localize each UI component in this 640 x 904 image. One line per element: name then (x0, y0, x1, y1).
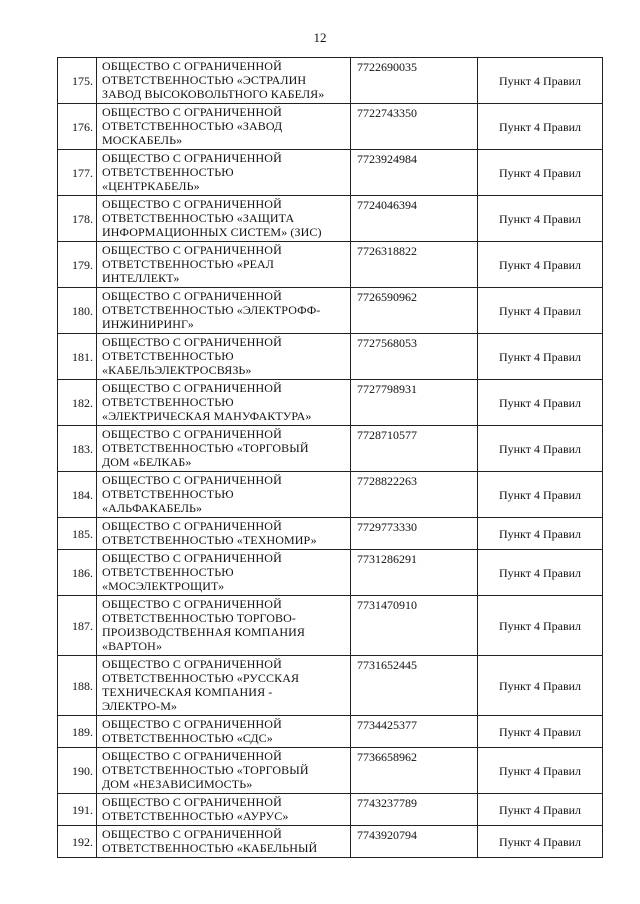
organization-name-line: «МОСЭЛЕКТРОЩИТ» (102, 579, 225, 593)
organization-name (97, 104, 351, 150)
inn-number: 7727798931 (351, 380, 478, 426)
legal-basis: Пункт 4 Правил (478, 748, 603, 794)
organization-name-line: ОТВЕТСТВЕННОСТЬЮ «СДС» (102, 731, 273, 745)
inn-number: 7731652445 (351, 656, 478, 716)
organization-name-line: ОБЩЕСТВО С ОГРАНИЧЕННОЙ (102, 197, 282, 211)
inn-number: 7728822263 (351, 472, 478, 518)
organization-name-line: ОТВЕТСТВЕННОСТЬЮ (102, 565, 234, 579)
organization-name-line: ИНТЕЛЛЕКТ» (102, 271, 180, 285)
table-row (58, 472, 603, 518)
legal-basis: Пункт 4 Правил (478, 716, 603, 748)
inn-number: 7728710577 (351, 426, 478, 472)
organization-name-line: ОБЩЕСТВО С ОГРАНИЧЕННОЙ (102, 657, 282, 671)
organization-name-line: ОТВЕТСТВЕННОСТЬЮ «ЗАЩИТА (102, 211, 295, 225)
organization-name-line: ОБЩЕСТВО С ОГРАНИЧЕННОЙ (102, 795, 282, 809)
table-row (58, 596, 603, 656)
table-row (58, 288, 603, 334)
organization-name-line: ОБЩЕСТВО С ОГРАНИЧЕННОЙ (102, 597, 282, 611)
organization-name-line: ОБЩЕСТВО С ОГРАНИЧЕННОЙ (102, 243, 282, 257)
row-number: 191. (58, 794, 97, 826)
inn-number: 7722743350 (351, 104, 478, 150)
organization-name-line: ОБЩЕСТВО С ОГРАНИЧЕННОЙ (102, 749, 282, 763)
inn-number: 7726318822 (351, 242, 478, 288)
row-number: 189. (58, 716, 97, 748)
table-row (58, 196, 603, 242)
organization-name-line: ОТВЕТСТВЕННОСТЬЮ «РЕАЛ (102, 257, 275, 271)
organization-name (97, 716, 351, 748)
organization-name-line: МОСКАБЕЛЬ» (102, 133, 183, 147)
inn-number: 7723924984 (351, 150, 478, 196)
legal-basis: Пункт 4 Правил (478, 288, 603, 334)
organization-name-line: «ЦЕНТРКАБЕЛЬ» (102, 179, 200, 193)
legal-basis: Пункт 4 Правил (478, 518, 603, 550)
organization-name (97, 334, 351, 380)
organization-name-line: «АЛЬФАКАБЕЛЬ» (102, 501, 203, 515)
table-row (58, 748, 603, 794)
legal-basis: Пункт 4 Правил (478, 826, 603, 858)
row-number: 192. (58, 826, 97, 858)
organization-name (97, 196, 351, 242)
organization-name-line: ОБЩЕСТВО С ОГРАНИЧЕННОЙ (102, 827, 282, 841)
table-row (58, 150, 603, 196)
row-number: 178. (58, 196, 97, 242)
row-number: 181. (58, 334, 97, 380)
legal-basis: Пункт 4 Правил (478, 596, 603, 656)
table-row (58, 518, 603, 550)
organization-name (97, 426, 351, 472)
row-number: 176. (58, 104, 97, 150)
table-row (58, 550, 603, 596)
table-row (58, 794, 603, 826)
organization-name-line: ЗАВОД ВЫСОКОВОЛЬТНОГО КАБЕЛЯ» (102, 87, 325, 101)
row-number: 177. (58, 150, 97, 196)
organization-name-line: ОБЩЕСТВО С ОГРАНИЧЕННОЙ (102, 381, 282, 395)
organization-name-line: ТЕХНИЧЕСКАЯ КОМПАНИЯ - (102, 685, 273, 699)
organization-name-line: ОТВЕТСТВЕННОСТЬЮ ТОРГОВО- (102, 611, 297, 625)
legal-basis: Пункт 4 Правил (478, 426, 603, 472)
organization-name (97, 58, 351, 104)
legal-basis: Пункт 4 Правил (478, 242, 603, 288)
organization-name-line: ОБЩЕСТВО С ОГРАНИЧЕННОЙ (102, 59, 282, 73)
organization-name-line: «ЭЛЕКТРИЧЕСКАЯ МАНУФАКТУРА» (102, 409, 312, 423)
table-row (58, 826, 603, 858)
organization-name (97, 472, 351, 518)
row-number: 185. (58, 518, 97, 550)
table-row (58, 656, 603, 716)
row-number: 180. (58, 288, 97, 334)
organization-name-line: ОТВЕТСТВЕННОСТЬЮ «ЭЛЕКТРОФФ- (102, 303, 321, 317)
table-row (58, 104, 603, 150)
inn-number: 7734425377 (351, 716, 478, 748)
organization-name-line: ОТВЕТСТВЕННОСТЬЮ «ЭСТРАЛИН (102, 73, 307, 87)
inn-number: 7731470910 (351, 596, 478, 656)
table-row (58, 334, 603, 380)
organization-name-line: ОТВЕТСТВЕННОСТЬЮ (102, 349, 234, 363)
row-number: 186. (58, 550, 97, 596)
organization-name-line: ИНФОРМАЦИОННЫХ СИСТЕМ» (ЗИС) (102, 225, 322, 239)
organization-name-line: ОБЩЕСТВО С ОГРАНИЧЕННОЙ (102, 335, 282, 349)
organization-name-line: ОТВЕТСТВЕННОСТЬЮ (102, 395, 234, 409)
organization-name (97, 150, 351, 196)
organization-name (97, 550, 351, 596)
legal-basis: Пункт 4 Правил (478, 380, 603, 426)
legal-basis: Пункт 4 Правил (478, 794, 603, 826)
inn-number: 7731286291 (351, 550, 478, 596)
table-row (58, 426, 603, 472)
organization-name-line: ОТВЕТСТВЕННОСТЬЮ «ТОРГОВЫЙ (102, 441, 309, 455)
organization-name (97, 518, 351, 550)
inn-number: 7727568053 (351, 334, 478, 380)
organization-name (97, 288, 351, 334)
row-number: 188. (58, 656, 97, 716)
organization-name-line: ОБЩЕСТВО С ОГРАНИЧЕННОЙ (102, 519, 282, 533)
legal-basis: Пункт 4 Правил (478, 472, 603, 518)
row-number: 190. (58, 748, 97, 794)
legal-basis: Пункт 4 Правил (478, 334, 603, 380)
organization-name-line: ОБЩЕСТВО С ОГРАНИЧЕННОЙ (102, 427, 282, 441)
row-number: 187. (58, 596, 97, 656)
organization-name-line: ОБЩЕСТВО С ОГРАНИЧЕННОЙ (102, 151, 282, 165)
registry-table (57, 57, 603, 858)
organization-name-line: ОТВЕТСТВЕННОСТЬЮ «КАБЕЛЬНЫЙ (102, 841, 318, 855)
organization-name-line: ДОМ «БЕЛКАБ» (102, 455, 192, 469)
organization-name-line: ОБЩЕСТВО С ОГРАНИЧЕННОЙ (102, 473, 282, 487)
organization-name-line: ДОМ «НЕЗАВИСИМОСТЬ» (102, 777, 253, 791)
legal-basis: Пункт 4 Правил (478, 656, 603, 716)
organization-name (97, 826, 351, 858)
row-number: 184. (58, 472, 97, 518)
table-row (58, 242, 603, 288)
organization-name-line: ПРОИЗВОДСТВЕННАЯ КОМПАНИЯ (102, 625, 305, 639)
table-row (58, 716, 603, 748)
organization-name-line: ОБЩЕСТВО С ОГРАНИЧЕННОЙ (102, 289, 282, 303)
legal-basis: Пункт 4 Правил (478, 150, 603, 196)
organization-name-line: ИНЖИНИРИНГ» (102, 317, 194, 331)
row-number: 179. (58, 242, 97, 288)
organization-name (97, 748, 351, 794)
organization-name-line: ОТВЕТСТВЕННОСТЬЮ (102, 165, 234, 179)
inn-number: 7743237789 (351, 794, 478, 826)
row-number: 183. (58, 426, 97, 472)
organization-name-line: ОБЩЕСТВО С ОГРАНИЧЕННОЙ (102, 105, 282, 119)
inn-number: 7726590962 (351, 288, 478, 334)
legal-basis: Пункт 4 Правил (478, 196, 603, 242)
inn-number: 7722690035 (351, 58, 478, 104)
legal-basis: Пункт 4 Правил (478, 104, 603, 150)
organization-name-line: ОБЩЕСТВО С ОГРАНИЧЕННОЙ (102, 551, 282, 565)
table-row (58, 380, 603, 426)
row-number: 182. (58, 380, 97, 426)
organization-name (97, 794, 351, 826)
organization-name-line: ОТВЕТСТВЕННОСТЬЮ «ТОРГОВЫЙ (102, 763, 309, 777)
inn-number: 7729773330 (351, 518, 478, 550)
organization-name (97, 242, 351, 288)
organization-name-line: «ВАРТОН» (102, 639, 163, 653)
inn-number: 7724046394 (351, 196, 478, 242)
registry-table-body (58, 58, 603, 858)
organization-name-line: ОТВЕТСТВЕННОСТЬЮ «АУРУС» (102, 809, 289, 823)
organization-name-line: ОТВЕТСТВЕННОСТЬЮ «ТЕХНОМИР» (102, 533, 317, 547)
inn-number: 7743920794 (351, 826, 478, 858)
legal-basis: Пункт 4 Правил (478, 550, 603, 596)
legal-basis: Пункт 4 Правил (478, 58, 603, 104)
organization-name (97, 380, 351, 426)
organization-name (97, 656, 351, 716)
organization-name-line: ЭЛЕКТРО-М» (102, 699, 178, 713)
organization-name-line: «КАБЕЛЬЭЛЕКТРОСВЯЗЬ» (102, 363, 252, 377)
page-number: 12 (313, 30, 327, 45)
organization-name-line: ОТВЕТСТВЕННОСТЬЮ (102, 487, 234, 501)
row-number: 175. (58, 58, 97, 104)
organization-name (97, 596, 351, 656)
organization-name-line: ОТВЕТСТВЕННОСТЬЮ «РУССКАЯ (102, 671, 300, 685)
organization-name-line: ОБЩЕСТВО С ОГРАНИЧЕННОЙ (102, 717, 282, 731)
inn-number: 7736658962 (351, 748, 478, 794)
table-row (58, 58, 603, 104)
organization-name-line: ОТВЕТСТВЕННОСТЬЮ «ЗАВОД (102, 119, 283, 133)
